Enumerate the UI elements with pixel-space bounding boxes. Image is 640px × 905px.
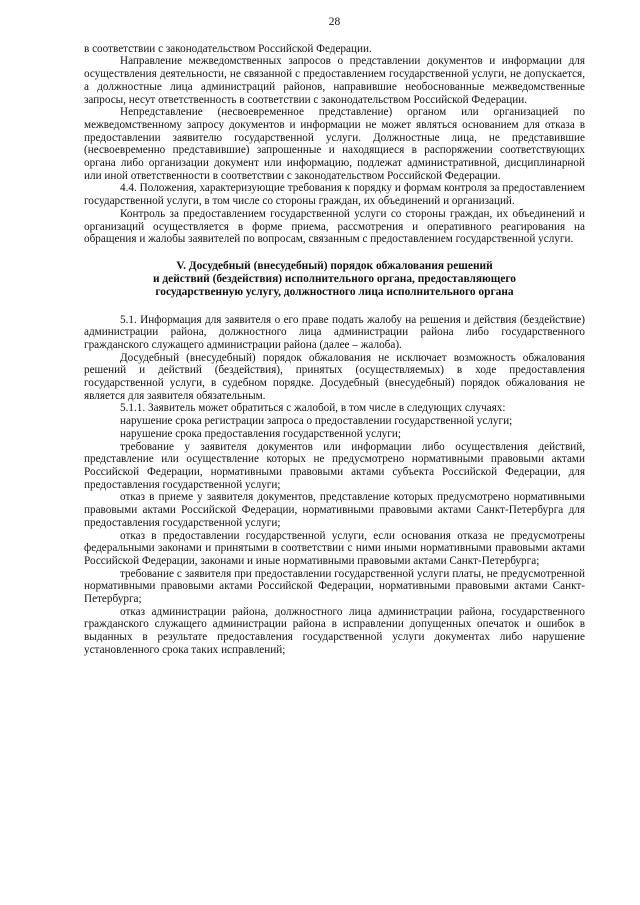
paragraph: 5.1. Информация для заявителя о его праве подать жалобу на решения и действия (бездействие) администрации района, должностного лица администрации района либо государственного гражданского служащего администрации района (далее – жалоба). xyxy=(84,313,585,351)
paragraph: требование с заявителя при предоставлении государственной услуги платы, не предусмотренной нормативными правовыми актами Российской Федерации, нормативными правовыми актами Санкт-Петербурга; xyxy=(84,567,585,606)
paragraph: 5.1.1. Заявитель может обратиться с жалобой, в том числе в следующих случаях: xyxy=(120,402,506,415)
section-title xyxy=(84,260,585,300)
paragraph: в соответствии с законодательством Российской Федерации. xyxy=(84,42,372,55)
paragraph: требование у заявителя документов или информации либо осуществления действий, представление или осуществление которых не предусмотрено нормативными правовыми актами Российской Федерации, нормативными правовыми актами субъекта Российской Федерации, для предоставления государственной услуги; xyxy=(84,440,585,491)
section-title-line-2: и действий (бездействия) исполнительного органа, предоставляющего xyxy=(153,273,516,286)
paragraph: отказ администрации района, должностного лица администрации района, государственного гражданского служащего администрации района в исправлении допущенных опечаток и ошибок в выданных в результате предоставления государственной услуги документах либо нарушение установленного срока таких исправлений; xyxy=(84,605,585,656)
paragraph: Контроль за предоставлением государственной услуги со стороны граждан, их объединений и организаций осуществляется в форме приема, рассмотрения и оперативного реагирования на обращения и жалобы заявителей по вопросам, связанным с предоставлением государственной услуги. xyxy=(84,207,585,246)
paragraph: Досудебный (внесудебный) порядок обжалования не исключает возможность обжалования решений и действий (бездействия), принятых (осуществляемых) в ходе предоставления государственной услуги, в судебном порядке. Досудебный (внесудебный) порядок обжалования не является для заявителя обязательным. xyxy=(84,351,585,402)
paragraph: Направление межведомственных запросов о представлении документов и информации для осуществления деятельности, не связанной с предоставлением государственной услуги, не допускается, а должностные лица администраций районов, направившие необоснованные межведомственные запросы, несут ответственность в соответствии с законодательством Российской Федерации. xyxy=(84,55,585,106)
paragraph: Непредставление (несвоевременное представление) органом или организацией по межведомственному запросу документов и информации не может являться основанием для отказа в предоставлении заявителю государственной услуги. Должностные лица, не представившие (несвоевременно представившие) запрошенные и находящиеся в распоряжении соответствующих органа либо организации документ или информацию, подлежат административной, дисциплинарной или иной ответственности в соответствии с законодательством Российской Федерации. xyxy=(84,106,585,182)
paragraph: отказ в предоставлении государственной услуги, если основания отказа не предусмотрены федеральными законами и принятыми в соответствии с ними иными нормативными правовыми актами Российской Федерации, законами и иные нормативными правовыми актами Санкт-Петербурга; xyxy=(84,529,585,567)
section-title-line-3: государственную услугу, должностного лица исполнительного органа xyxy=(155,286,514,299)
section-title-line-1: V. Досудебный (внесудебный) порядок обжалования решений xyxy=(176,259,493,272)
paragraph: отказ в приеме у заявителя документов, представление которых предусмотрено нормативными правовыми актами Российской Федерации, нормативными правовыми актами Санкт-Петербурга для предоставления государственной услуги; xyxy=(84,491,585,529)
paragraph: нарушение срока предоставления государственной услуги; xyxy=(120,427,401,440)
bottom-paragraphs xyxy=(84,314,585,657)
top-paragraphs xyxy=(84,43,585,246)
page-number: 28 xyxy=(328,16,341,28)
paragraph: нарушение срока регистрации запроса о предоставлении государственной услуги; xyxy=(120,415,513,428)
paragraph: 4.4. Положения, характеризующие требования к порядку и формам контроля за предоставлением государственной услуги, в том числе со стороны граждан, их объединений и организаций. xyxy=(84,182,585,208)
